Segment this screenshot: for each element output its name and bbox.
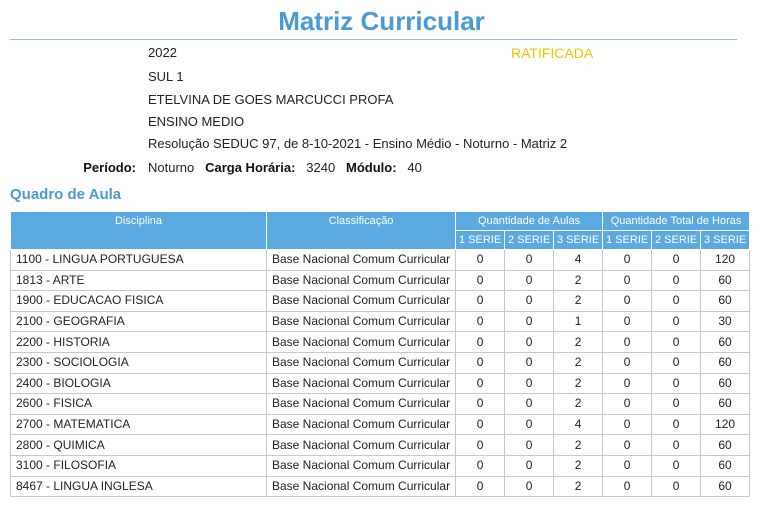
cell-horas-serie-3: 60 [701, 332, 750, 353]
status-label: RATIFICADA [511, 45, 594, 61]
cell-disciplina: 2200 - HISTORIA [11, 332, 267, 353]
cell-classificacao: Base Nacional Comum Curricular [267, 394, 456, 415]
cell-aulas-serie-1: 0 [456, 455, 505, 476]
tipo-ensino-value: ENSINO MEDIO [148, 114, 245, 129]
header-disciplina: Disciplina [11, 212, 267, 250]
cell-horas-serie-3: 120 [701, 414, 750, 435]
table-body [11, 250, 750, 497]
cell-aulas-serie-2: 0 [505, 250, 554, 271]
cell-horas-serie-3: 60 [701, 270, 750, 291]
periodo-row [0, 159, 763, 177]
cell-horas-serie-1: 0 [603, 311, 652, 332]
cell-aulas-serie-3: 2 [554, 455, 603, 476]
cell-aulas-serie-1: 0 [456, 435, 505, 456]
cell-horas-serie-2: 0 [652, 291, 701, 312]
cell-aulas-serie-1: 0 [456, 414, 505, 435]
cell-aulas-serie-3: 2 [554, 476, 603, 497]
cell-horas-serie-2: 0 [652, 394, 701, 415]
header-horas-serie-2: 2 SERIE [652, 231, 701, 250]
cell-horas-serie-3: 60 [701, 352, 750, 373]
cell-horas-serie-2: 0 [652, 455, 701, 476]
cell-disciplina: 2700 - MATEMATICA [11, 414, 267, 435]
cell-aulas-serie-1: 0 [456, 250, 505, 271]
table-row [11, 373, 750, 394]
cell-horas-serie-3: 60 [701, 435, 750, 456]
periodo-group [148, 159, 422, 177]
quadro-aula-table [10, 211, 750, 497]
cell-horas-serie-1: 0 [603, 476, 652, 497]
header-horas-serie-1: 1 SERIE [603, 231, 652, 250]
cell-horas-serie-1: 0 [603, 250, 652, 271]
cell-disciplina: 2100 - GEOGRAFIA [11, 311, 267, 332]
header-classificacao: Classificação [267, 212, 456, 250]
cell-horas-serie-3: 30 [701, 311, 750, 332]
fundamento-value: Resolução SEDUC 97, de 8-10-2021 - Ensino Médio - Noturno - Matriz 2 [148, 136, 568, 151]
table-row [11, 455, 750, 476]
cell-horas-serie-2: 0 [652, 352, 701, 373]
cell-aulas-serie-2: 0 [505, 394, 554, 415]
cell-aulas-serie-2: 0 [505, 476, 554, 497]
table-row [11, 311, 750, 332]
table-row [11, 394, 750, 415]
cell-disciplina: 1100 - LINGUA PORTUGUESA [11, 250, 267, 271]
cell-disciplina: 2800 - QUIMICA [11, 435, 267, 456]
cell-horas-serie-1: 0 [603, 332, 652, 353]
table-row [11, 332, 750, 353]
cell-aulas-serie-1: 0 [456, 332, 505, 353]
cell-horas-serie-2: 0 [652, 250, 701, 271]
carga-label: Carga Horária: [205, 160, 296, 175]
cell-aulas-serie-1: 0 [456, 311, 505, 332]
cell-aulas-serie-2: 0 [505, 414, 554, 435]
cell-classificacao: Base Nacional Comum Curricular [267, 291, 456, 312]
cell-aulas-serie-1: 0 [456, 270, 505, 291]
cell-classificacao: Base Nacional Comum Curricular [267, 270, 456, 291]
periodo-label: Período: [83, 160, 136, 175]
table-row [11, 270, 750, 291]
cell-horas-serie-1: 0 [603, 455, 652, 476]
cell-horas-serie-1: 0 [603, 352, 652, 373]
table-row [11, 435, 750, 456]
cell-classificacao: Base Nacional Comum Curricular [267, 455, 456, 476]
cell-horas-serie-2: 0 [652, 332, 701, 353]
section-title: Quadro de Aula [10, 186, 122, 203]
cell-classificacao: Base Nacional Comum Curricular [267, 352, 456, 373]
cell-classificacao: Base Nacional Comum Curricular [267, 476, 456, 497]
cell-aulas-serie-2: 0 [505, 291, 554, 312]
table-row [11, 250, 750, 271]
header-aulas-serie-1: 1 SERIE [456, 231, 505, 250]
cell-horas-serie-1: 0 [603, 435, 652, 456]
cell-aulas-serie-3: 2 [554, 270, 603, 291]
cell-horas-serie-2: 0 [652, 476, 701, 497]
cell-disciplina: 2600 - FISICA [11, 394, 267, 415]
cell-aulas-serie-2: 0 [505, 270, 554, 291]
cell-aulas-serie-1: 0 [456, 291, 505, 312]
cell-aulas-serie-3: 1 [554, 311, 603, 332]
cell-aulas-serie-2: 0 [505, 352, 554, 373]
cell-horas-serie-2: 0 [652, 414, 701, 435]
page-title: Matriz Curricular [278, 6, 485, 36]
cell-aulas-serie-3: 2 [554, 352, 603, 373]
escola-value: ETELVINA DE GOES MARCUCCI PROFA [148, 92, 394, 107]
cell-classificacao: Base Nacional Comum Curricular [267, 414, 456, 435]
cell-classificacao: Base Nacional Comum Curricular [267, 373, 456, 394]
cell-horas-serie-2: 0 [652, 435, 701, 456]
cell-aulas-serie-2: 0 [505, 311, 554, 332]
cell-aulas-serie-1: 0 [456, 394, 505, 415]
cell-aulas-serie-1: 0 [456, 352, 505, 373]
diretoria-value: SUL 1 [148, 69, 184, 84]
header-qtd-aulas: Quantidade de Aulas [456, 212, 603, 231]
cell-horas-serie-3: 60 [701, 455, 750, 476]
ano-letivo-value: 2022 [148, 45, 177, 60]
modulo-value: 40 [407, 160, 422, 175]
cell-disciplina: 1900 - EDUCACAO FISICA [11, 291, 267, 312]
cell-classificacao: Base Nacional Comum Curricular [267, 332, 456, 353]
cell-aulas-serie-3: 4 [554, 250, 603, 271]
cell-aulas-serie-1: 0 [456, 373, 505, 394]
table-row [11, 476, 750, 497]
cell-horas-serie-3: 60 [701, 291, 750, 312]
cell-disciplina: 3100 - FILOSOFIA [11, 455, 267, 476]
cell-aulas-serie-3: 4 [554, 414, 603, 435]
header-horas-serie-3: 3 SERIE [701, 231, 750, 250]
cell-aulas-serie-2: 0 [505, 373, 554, 394]
cell-disciplina: 1813 - ARTE [11, 270, 267, 291]
cell-horas-serie-1: 0 [603, 373, 652, 394]
cell-aulas-serie-2: 0 [505, 435, 554, 456]
cell-aulas-serie-3: 2 [554, 373, 603, 394]
table-row [11, 414, 750, 435]
cell-classificacao: Base Nacional Comum Curricular [267, 250, 456, 271]
cell-aulas-serie-3: 2 [554, 394, 603, 415]
periodo-value: Noturno [148, 160, 195, 175]
cell-horas-serie-1: 0 [603, 394, 652, 415]
table-row [11, 291, 750, 312]
title-divider [10, 39, 737, 40]
cell-aulas-serie-1: 0 [456, 476, 505, 497]
cell-horas-serie-1: 0 [603, 414, 652, 435]
cell-horas-serie-2: 0 [652, 311, 701, 332]
cell-horas-serie-3: 120 [701, 250, 750, 271]
cell-horas-serie-3: 60 [701, 373, 750, 394]
cell-disciplina: 8467 - LINGUA INGLESA [11, 476, 267, 497]
cell-aulas-serie-3: 2 [554, 332, 603, 353]
cell-disciplina: 2400 - BIOLOGIA [11, 373, 267, 394]
cell-classificacao: Base Nacional Comum Curricular [267, 311, 456, 332]
cell-aulas-serie-3: 2 [554, 291, 603, 312]
header-qtd-horas: Quantidade Total de Horas [603, 212, 750, 231]
cell-classificacao: Base Nacional Comum Curricular [267, 435, 456, 456]
carga-value: 3240 [306, 160, 336, 175]
cell-aulas-serie-2: 0 [505, 455, 554, 476]
cell-horas-serie-2: 0 [652, 270, 701, 291]
header-aulas-serie-2: 2 SERIE [505, 231, 554, 250]
cell-aulas-serie-3: 2 [554, 435, 603, 456]
header-aulas-serie-3: 3 SERIE [554, 231, 603, 250]
cell-aulas-serie-2: 0 [505, 332, 554, 353]
cell-horas-serie-2: 0 [652, 373, 701, 394]
cell-horas-serie-1: 0 [603, 270, 652, 291]
cell-disciplina: 2300 - SOCIOLOGIA [11, 352, 267, 373]
table-row [11, 352, 750, 373]
modulo-label: Módulo: [346, 160, 397, 175]
cell-horas-serie-3: 60 [701, 476, 750, 497]
cell-horas-serie-1: 0 [603, 291, 652, 312]
cell-horas-serie-3: 60 [701, 394, 750, 415]
